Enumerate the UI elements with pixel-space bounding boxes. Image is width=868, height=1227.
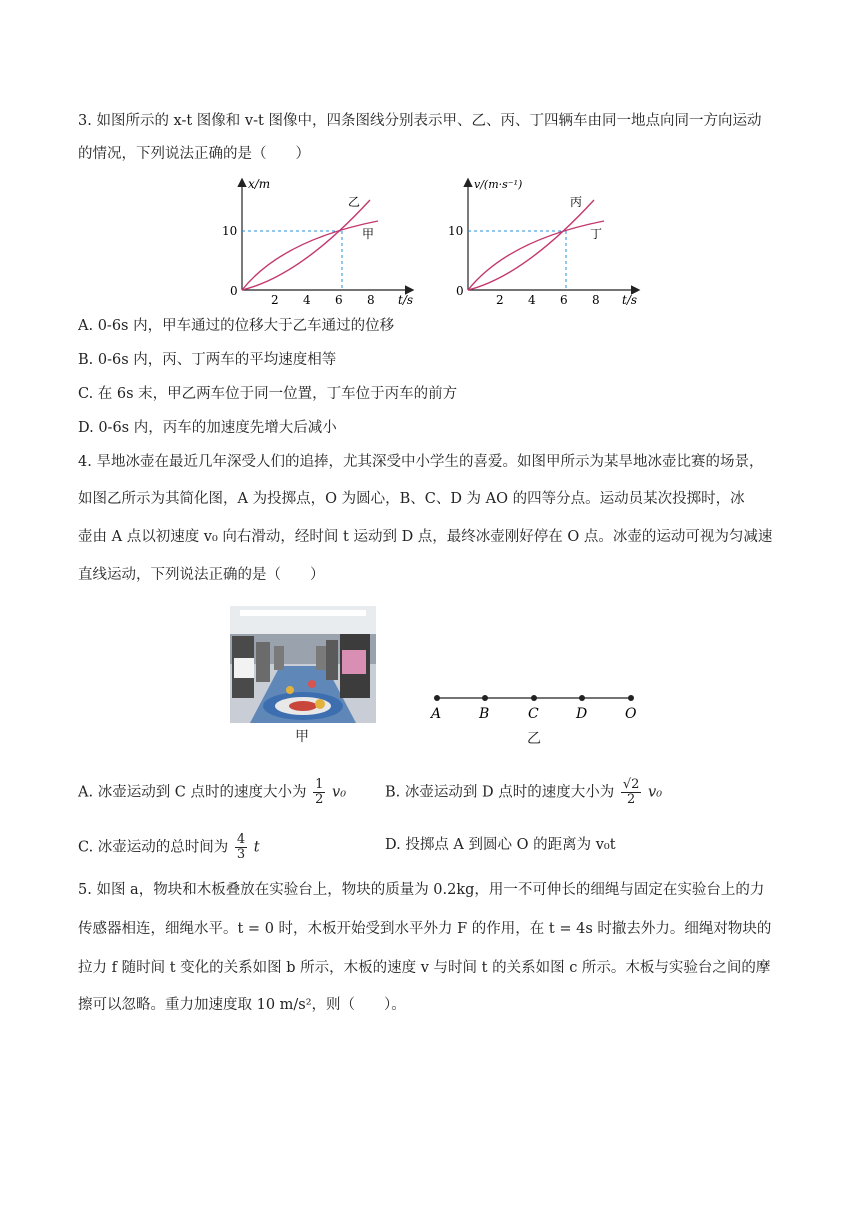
q3-option-c: C. 在 6s 末，甲乙两车位于同一位置，丁车位于丙车的前方 [78,386,458,402]
q3-g2-label-ding: 丁 [590,227,603,241]
q3-g2-xtick-2: 2 [496,293,504,307]
curling-photo [230,606,376,723]
q3-vt-graph [444,172,644,312]
q3-g1-xlabel: t/s [398,293,414,307]
q3-g1-label-yi: 乙 [348,195,361,209]
q3-g1-origin: 0 [230,284,238,298]
q4-option-a [78,778,346,807]
q4-option-b-fraction [621,778,642,807]
q4-a-num: 1 [315,777,324,792]
q3-g2-xtick-4: 4 [528,293,536,307]
q4-stem-line3: 壶由 A 点以初速度 v₀ 向右滑动，经时间 t 运动到 D 点，最终冰壶刚好停在 O 点。冰壶的运动可视为匀减速 [78,529,773,545]
q3-g2-xtick-6: 6 [560,293,568,307]
q5-line4: 擦可以忽略。重力加速度取 10 m/s²，则（ ）。 [78,997,406,1013]
q3-option-a: A. 0-6s 内，甲车通过的位移大于乙车通过的位移 [78,318,395,334]
q3-xt-graph [220,172,420,312]
q4-stem-line1: 4. 旱地冰壶在最近几年深受人们的追捧，尤其深受中小学生的喜爱。如图甲所示为某旱地冰壶比赛的场景， [78,454,764,470]
q3-stem-line2: 的情况，下列说法正确的是（ ） [78,146,310,162]
q3-g1-ylabel: x/m [248,177,271,191]
q5-line3: 拉力 f 随时间 t 变化的关系如图 b 所示，木板的速度 v 与时间 t 的关系如图 c 所示。木板与实验台之间的摩 [78,960,771,976]
q4-option-c-text: C. 冰壶运动的总时间为 [78,839,229,856]
point-d: D [576,706,588,722]
q3-g2-origin: 0 [456,284,464,298]
q3-g1-label-jia: 甲 [362,227,375,241]
q4-option-b-tail: v₀ [648,784,663,801]
q3-g1-xtick-8: 8 [367,293,375,307]
q3-g2-label-bing: 丙 [570,195,583,209]
q3-g2-xtick-8: 8 [592,293,600,307]
q4-option-a-text: A. 冰壶运动到 C 点时的速度大小为 [78,784,307,801]
q5-line1: 5. 如图 a，物块和木板叠放在实验台上，物块的质量为 0.2kg，用一不可伸长的细绳与固定在实验台上的力 [78,882,765,898]
q4-stem-line4: 直线运动，下列说法正确的是（ ） [78,567,325,583]
q3-option-b: B. 0-6s 内，丙、丁两车的平均速度相等 [78,352,337,368]
q4-option-d: D. 投掷点 A 到圆心 O 的距离为 v₀t [385,837,616,853]
q3-g2-ylabel: v/(m·s⁻¹) [474,178,523,191]
q4-b-den: 2 [626,792,636,807]
points-diagram [425,685,645,725]
q4-c-num: 4 [236,832,246,847]
point-c: C [528,706,539,722]
q4-a-den: 2 [315,792,324,807]
q3-g2-curve-bing [468,200,594,290]
q4-option-b [385,778,662,807]
q4-option-c [78,833,260,862]
q3-g1-xtick-2: 2 [271,293,279,307]
q4-option-b-text: B. 冰壶运动到 D 点时的速度大小为 [385,784,615,801]
q3-option-d: D. 0-6s 内，丙车的加速度先增大后减小 [78,420,337,436]
q3-g1-xtick-6: 6 [335,293,343,307]
q3-g1-xtick-4: 4 [303,293,311,307]
q4-option-c-tail: t [253,839,260,856]
q4-option-a-tail: v₀ [332,784,347,801]
q4-option-a-fraction [313,778,325,807]
q3-g2-ytick: 10 [448,224,464,238]
q3-stem-line1: 3. 如图所示的 x-t 图像和 v-t 图像中，四条图线分别表示甲、乙、丙、丁四辆车由同一地点向同一方向运动 [78,113,762,129]
q5-line2: 传感器相连，细绳水平。t = 0 时，木板开始受到水平外力 F 的作用，在 t = 4s 时撤去外力。细绳对物块的 [78,921,772,937]
caption-diagram: 乙 [527,731,541,747]
caption-photo: 甲 [295,729,309,745]
q3-g1-ytick: 10 [222,224,238,238]
point-a: A [431,706,442,722]
q3-g2-xlabel: t/s [622,293,638,307]
q4-b-num: √2 [622,777,640,792]
q3-g1-curve-yi [242,200,370,290]
q4-option-c-fraction [235,833,247,862]
q4-c-den: 3 [236,847,246,862]
point-o: O [625,706,637,722]
point-b: B [479,706,490,722]
q4-stem-line2: 如图乙所示为其简化图，A 为投掷点，O 为圆心，B、C、D 为 AO 的四等分点。运动员某次投掷时，冰 [78,491,745,507]
